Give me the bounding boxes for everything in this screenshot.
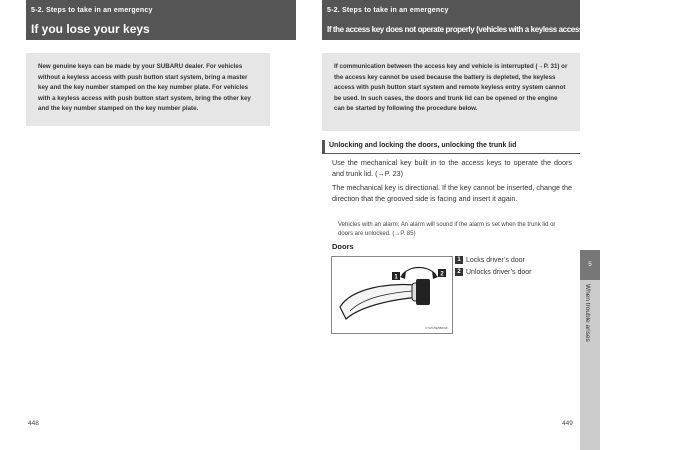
- section-title: Unlocking and locking the doors, unlocking the trunk lid: [322, 140, 580, 154]
- left-page-number: 448: [28, 420, 39, 427]
- legend-text-1: Locks driver’s door: [466, 256, 525, 264]
- chapter-side-tab: [580, 250, 600, 450]
- left-note-box: New genuine keys can be made by your SUBARU dealer. For vehicles without a keyless access with push button start system, bring a master key and the key number stamped on the key number plate. For vehicles with a keyless access with push button start system, bring the other key and the key number stamped on the key number plate.: [26, 53, 270, 126]
- arrow-head-left: [400, 271, 406, 279]
- chapter-tab-label: When trouble arises: [584, 284, 591, 342]
- instruction-paragraph-2: The mechanical key is directional. If the key cannot be inserted, change the direction that the grooved side is facing and insert it again.: [332, 183, 572, 203]
- mechanical-key: [416, 279, 430, 305]
- arrow-head-right: [432, 271, 438, 279]
- door-handle-illustration: [331, 256, 453, 334]
- alarm-note: Vehicles with an alarm: An alarm will sound if the alarm is set when the trunk lid or doors are unlocked. (→P. 85): [338, 222, 556, 237]
- legend-text-2: Unlocks driver’s door: [466, 268, 532, 276]
- left-header-subtitle: 5-2. Steps to take in an emergency: [31, 7, 153, 14]
- legend-num-1: 1: [455, 256, 463, 264]
- left-page: [0, 0, 300, 450]
- callout-1-label: 1: [394, 274, 398, 281]
- door-handle-shape: [340, 285, 420, 319]
- right-header-title: If the access key does not operate properly (vehicles with a keyless access with push button start system): [327, 25, 689, 34]
- callout-2-label: 2: [440, 271, 444, 278]
- left-page-header: [26, 0, 296, 40]
- left-header-title: If you lose your keys: [31, 22, 150, 36]
- legend-item-lock: [455, 256, 525, 264]
- legend-num-2: 2: [455, 268, 463, 276]
- doors-heading: Doors: [332, 242, 354, 251]
- door-handle-key-drawing: [332, 257, 452, 333]
- right-page-header: [322, 0, 689, 40]
- right-header-subtitle: 5-2. Steps to take in an emergency: [327, 7, 449, 14]
- instruction-paragraph-1: Use the mechanical key built in to the access keys to operate the doors and trunk lid. (→P. 23): [332, 158, 572, 178]
- right-page: [300, 0, 689, 450]
- illustration-code: CTH5J5E5B4WF: [424, 326, 448, 330]
- right-note-box: If communication between the access key and vehicle is interrupted (→P. 31) or the access key cannot be used because the battery is depleted, the keyless access with push button start system and remote keyless entry system cannot be used. In such cases, the doors and trunk lid can be opened or the engine can be started by following the procedure below.: [322, 53, 580, 131]
- rotation-arrow: [402, 268, 436, 276]
- legend-item-unlock: [455, 268, 532, 276]
- right-page-number: 449: [562, 420, 573, 427]
- chapter-tab-number: 5: [580, 250, 600, 280]
